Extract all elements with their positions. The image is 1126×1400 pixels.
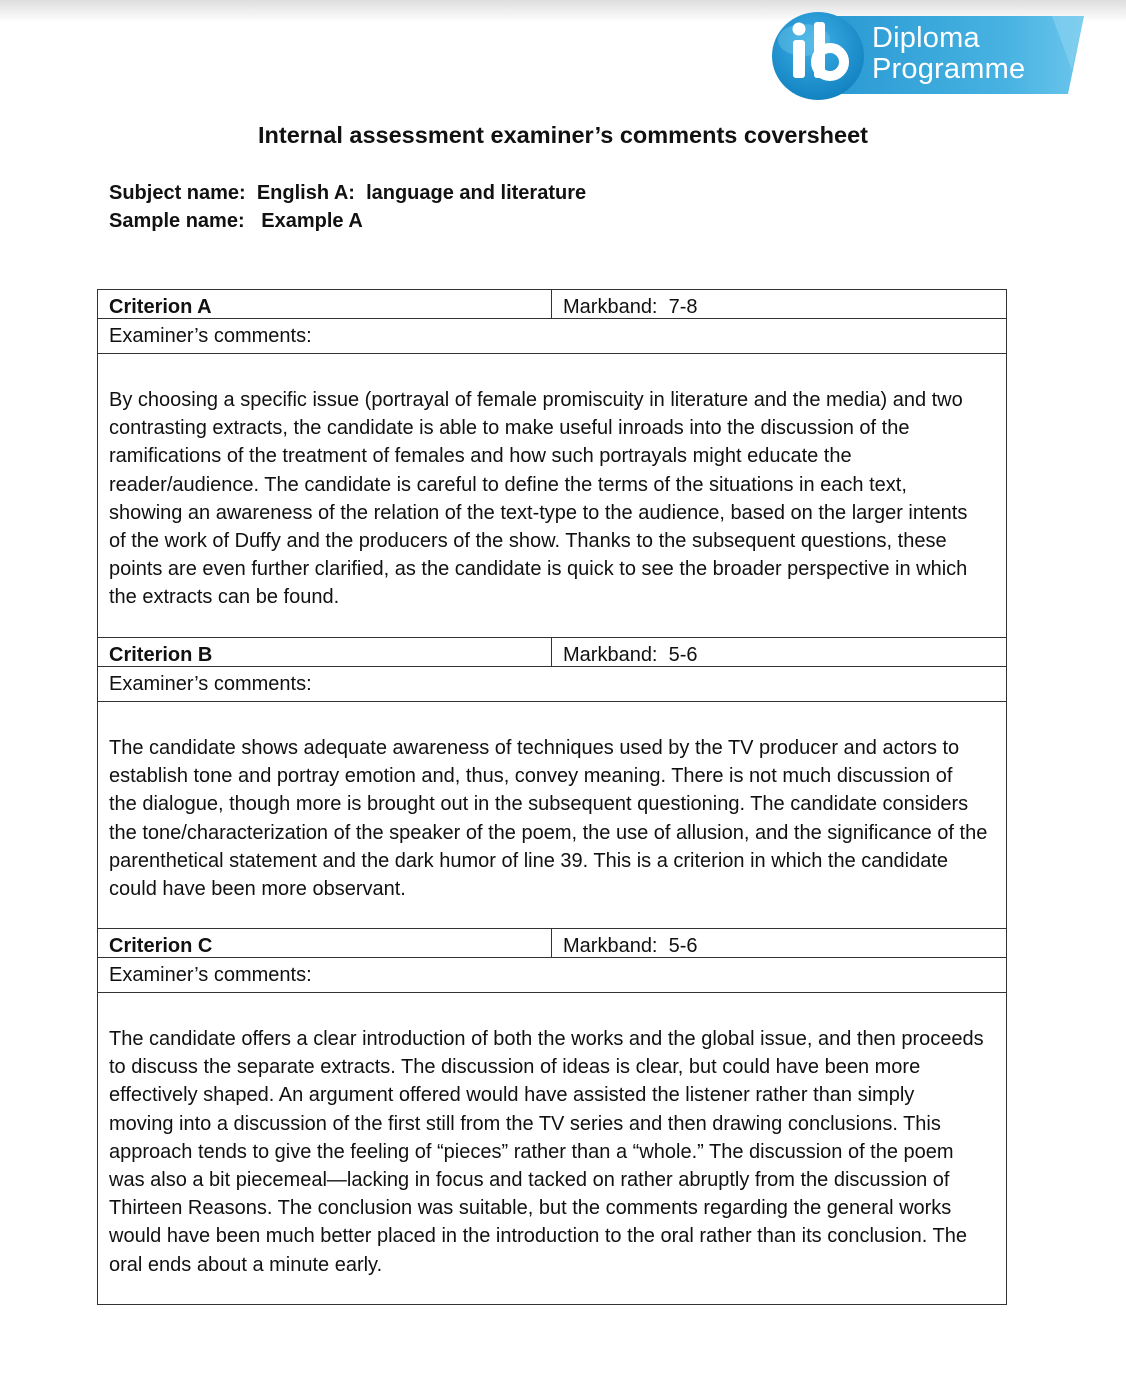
logo-text-diploma: Diploma (872, 22, 980, 54)
comment-line: points are even further clarified, as the candidate is quick to see the broader perspective in which (109, 558, 968, 581)
comment-line: was also a bit piecemeal—lacking in focus and tacked on rather abruptly from the discussion of (109, 1169, 950, 1192)
comment-line: the dialogue, though more is brought out in the subsequent questioning. The candidate considers (109, 793, 969, 816)
comment-line: approach tends to give the feeling of “pieces” rather than a “whole.” The discussion of the poem (109, 1140, 954, 1163)
comment-line: The candidate shows adequate awareness of techniques used by the TV producer and actors to (109, 737, 960, 759)
comment-line: could have been more observant. (109, 878, 406, 901)
comment-line: would have been much better placed in the introduction to the oral rather than its conclusion. The (109, 1225, 967, 1248)
examiner-comments-label: Examiner’s comments: (98, 319, 1006, 354)
markband: Markband: 5-6 (563, 644, 698, 666)
comment-line: effectively shaped. An argument offered would have assisted the listener rather than simply (109, 1084, 915, 1107)
comment-line: parenthetical statement and the dark humor of line 39. This is a criterion in which the candidate (109, 849, 948, 872)
ib-diploma-logo (772, 10, 1088, 102)
comment-line: Thirteen Reasons. The conclusion was suitable, but the comments regarding the general works (109, 1197, 952, 1220)
comment-line: By choosing a specific issue (portrayal of female promiscuity in literature and the media) and two (109, 389, 963, 411)
comment-line: of the work of Duffy and the producers of the show. Thanks to the subsequent questions, these (109, 530, 947, 553)
comment-line: oral ends about a minute early. (109, 1253, 383, 1276)
comment-line: reader/audience. The candidate is careful to define the terms of the situations in each text, (109, 473, 907, 496)
logo-text-programme: Programme (872, 53, 1026, 85)
criterion-b-header (98, 638, 1006, 667)
comment-line: moving into a discussion of the first still from the TV series and then drawing conclusions. This (109, 1112, 941, 1135)
sample-name: Sample name: Example A (109, 210, 363, 232)
comment-line: to discuss the separate extracts. The discussion of ideas is clear, but could have been more (109, 1056, 921, 1079)
comment-line: showing an awareness of the relation of the text-type to the audience, based on the larger intents (109, 501, 968, 524)
criterion-name: Criterion A (98, 290, 552, 318)
comment-line: The candidate offers a clear introduction of both the works and the global issue, and then proceeds (109, 1028, 984, 1050)
examiner-comments-label: Examiner’s comments: (98, 667, 1006, 702)
criteria-form (97, 289, 1007, 1305)
comment-line: contrasting extracts, the candidate is able to make useful inroads into the discussion of the (109, 417, 910, 440)
document-title: Internal assessment examiner’s comments coversheet (258, 122, 868, 148)
criterion-name: Criterion C (98, 929, 552, 957)
criterion-b-comments (98, 702, 1006, 929)
criterion-c-comments (98, 993, 1006, 1304)
criterion-a-header (98, 290, 1006, 319)
criterion-c-header (98, 929, 1006, 958)
subject-name: Subject name: English A: language and literature (109, 182, 587, 204)
markband: Markband: 5-6 (563, 935, 698, 957)
comment-line: the extracts can be found. (109, 586, 340, 609)
examiner-comments-label: Examiner’s comments: (98, 958, 1006, 993)
criterion-a-comments (98, 354, 1006, 638)
markband: Markband: 7-8 (563, 296, 698, 318)
comment-line: the tone/characterization of the speaker of the poem, the use of allusion, and the significance of the (109, 821, 988, 844)
criterion-name: Criterion B (98, 638, 552, 666)
comment-line: ramifications of the treatment of females and how such portrayals might educate the (109, 445, 852, 468)
comment-line: establish tone and portray emotion and, thus, convey meaning. There is not much discussion of (109, 765, 953, 788)
